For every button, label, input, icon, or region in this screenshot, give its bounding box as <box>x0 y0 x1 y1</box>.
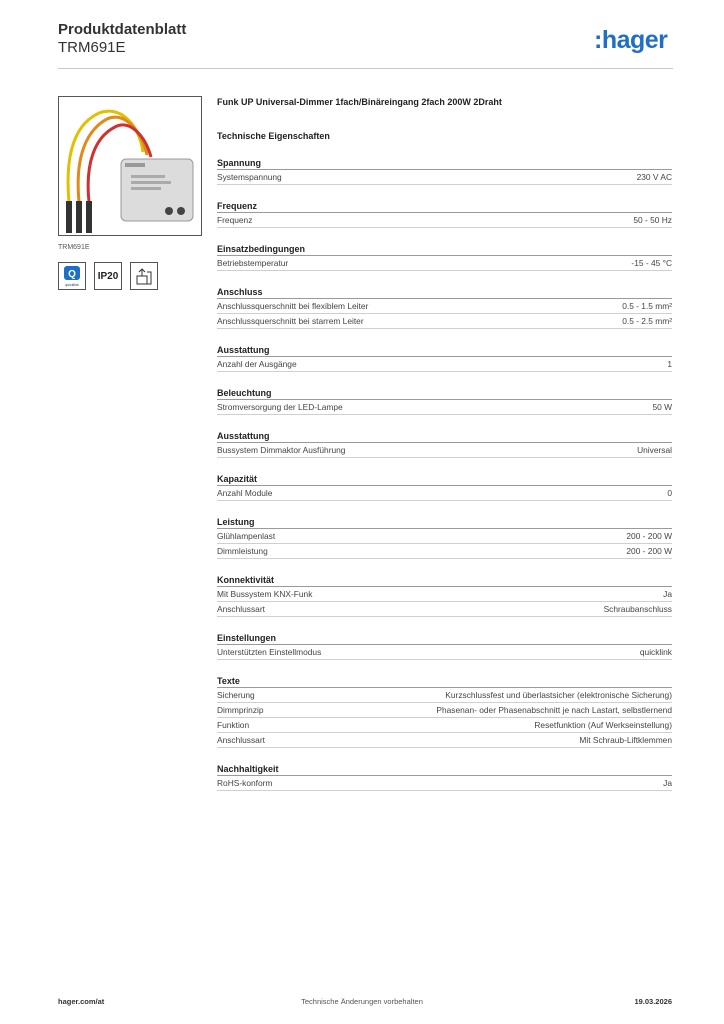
spec-row <box>217 213 672 228</box>
spec-value: Ja <box>663 778 672 788</box>
spec-value: 200 - 200 W <box>626 531 672 541</box>
footer-date: 19.03.2026 <box>634 997 672 1006</box>
quicklink-label: quicklink <box>65 283 79 287</box>
spec-label: Systemspannung <box>217 172 282 182</box>
spec-group-title: Spannung <box>217 157 672 170</box>
spec-group-title: Texte <box>217 675 672 688</box>
spec-group-title: Einsatzbedingungen <box>217 243 672 256</box>
spec-value: 230 V AC <box>636 172 672 182</box>
spec-row <box>217 170 672 185</box>
spec-group <box>217 516 672 559</box>
spec-label: Anzahl der Ausgänge <box>217 359 297 369</box>
spec-row <box>217 256 672 271</box>
spec-row <box>217 703 672 718</box>
spec-label: Stromversorgung der LED-Lampe <box>217 402 343 412</box>
spec-value: 0 <box>667 488 672 498</box>
spec-row <box>217 602 672 617</box>
spec-row <box>217 443 672 458</box>
spec-row <box>217 776 672 791</box>
product-title: Funk UP Universal-Dimmer 1fach/Binäreingang 2fach 200W 2Draht <box>217 97 502 107</box>
spec-label: Glühlampenlast <box>217 531 276 541</box>
spec-group <box>217 675 672 748</box>
spec-value: Phasenan- oder Phasenabschnitt je nach Lastart, selbstlernend <box>436 705 672 715</box>
spec-group <box>217 387 672 415</box>
spec-group-title: Nachhaltigkeit <box>217 763 672 776</box>
spec-row <box>217 400 672 415</box>
spec-label: Dimmprinzip <box>217 705 264 715</box>
spec-row <box>217 529 672 544</box>
spec-row <box>217 544 672 559</box>
spec-content <box>217 96 672 791</box>
spec-group-title: Einstellungen <box>217 632 672 645</box>
spec-value: Schraubanschluss <box>603 604 672 614</box>
spec-group <box>217 286 672 329</box>
footer-note: Technische Änderungen vorbehalten <box>301 997 423 1006</box>
spec-label: Unterstützten Einstellmodus <box>217 647 322 657</box>
spec-row <box>217 688 672 703</box>
spec-label: Anschlussquerschnitt bei starrem Leiter <box>217 316 364 326</box>
spec-group <box>217 200 672 228</box>
spec-label: Anschlussquerschnitt bei flexiblem Leiter <box>217 301 369 311</box>
spec-row <box>217 299 672 314</box>
spec-row <box>217 587 672 602</box>
spec-row <box>217 718 672 733</box>
product-code: TRM691E <box>58 39 126 56</box>
spec-label: Betriebstemperatur <box>217 258 289 268</box>
header-divider <box>58 68 673 69</box>
spec-value: 0.5 - 2.5 mm² <box>622 316 672 326</box>
spec-value: 50 - 50 Hz <box>633 215 672 225</box>
spec-label: Anschlussart <box>217 604 265 614</box>
spec-label: Frequenz <box>217 215 253 225</box>
svg-text:Q: Q <box>68 269 76 280</box>
spec-value: Resetfunktion (Auf Werkseinstellung) <box>534 720 672 730</box>
spec-group-title: Leistung <box>217 516 672 529</box>
badge-row <box>58 262 158 290</box>
spec-group-title: Ausstattung <box>217 430 672 443</box>
spec-group <box>217 763 672 791</box>
hager-logo: :hager <box>594 26 668 54</box>
document-title: Produktdatenblatt <box>58 21 187 38</box>
spec-value: Mit Schraub-Liftklemmen <box>579 735 672 745</box>
spec-value: Universal <box>637 445 672 455</box>
spec-value: quicklink <box>639 647 672 657</box>
spec-group-title: Ausstattung <box>217 344 672 357</box>
spec-group <box>217 632 672 660</box>
spec-value: 200 - 200 W <box>626 546 672 556</box>
spec-label: Sicherung <box>217 690 255 700</box>
spec-value: 1 <box>667 359 672 369</box>
spec-value: 50 W <box>652 402 672 412</box>
spec-label: Bussystem Dimmaktor Ausführung <box>217 445 346 455</box>
spec-group <box>217 243 672 271</box>
spec-group-title: Frequenz <box>217 200 672 213</box>
spec-group <box>217 473 672 501</box>
spec-value: -15 - 45 °C <box>631 258 672 268</box>
spec-row <box>217 733 672 748</box>
product-image-caption: TRM691E <box>58 244 90 251</box>
spec-label: RoHS-konform <box>217 778 273 788</box>
spec-groups <box>217 157 672 791</box>
spec-label: Funktion <box>217 720 250 730</box>
spec-label: Dimmleistung <box>217 546 268 556</box>
spec-group <box>217 344 672 372</box>
spec-group-title: Kapazität <box>217 473 672 486</box>
ip20-badge: IP20 <box>94 262 122 290</box>
spec-row <box>217 314 672 329</box>
spec-value: Kurzschlussfest und überlastsicher (elektronische Sicherung) <box>445 690 672 700</box>
quicklink-icon <box>58 262 86 290</box>
footer-website: hager.com/at <box>58 997 105 1006</box>
spec-value: 0.5 - 1.5 mm² <box>622 301 672 311</box>
spec-label: Anzahl Module <box>217 488 273 498</box>
spec-group-title: Beleuchtung <box>217 387 672 400</box>
spec-label: Anschlussart <box>217 735 265 745</box>
spec-group-title: Anschluss <box>217 286 672 299</box>
spec-value: Ja <box>663 589 672 599</box>
spec-row <box>217 357 672 372</box>
spec-group <box>217 430 672 458</box>
section-heading: Technische Eigenschaften <box>217 131 330 141</box>
spec-group <box>217 157 672 185</box>
product-image <box>58 96 202 236</box>
spec-row <box>217 645 672 660</box>
spec-label: Mit Bussystem KNX-Funk <box>217 589 313 599</box>
spec-row <box>217 486 672 501</box>
flush-mount-icon <box>130 262 158 290</box>
spec-group-title: Konnektivität <box>217 574 672 587</box>
spec-group <box>217 574 672 617</box>
